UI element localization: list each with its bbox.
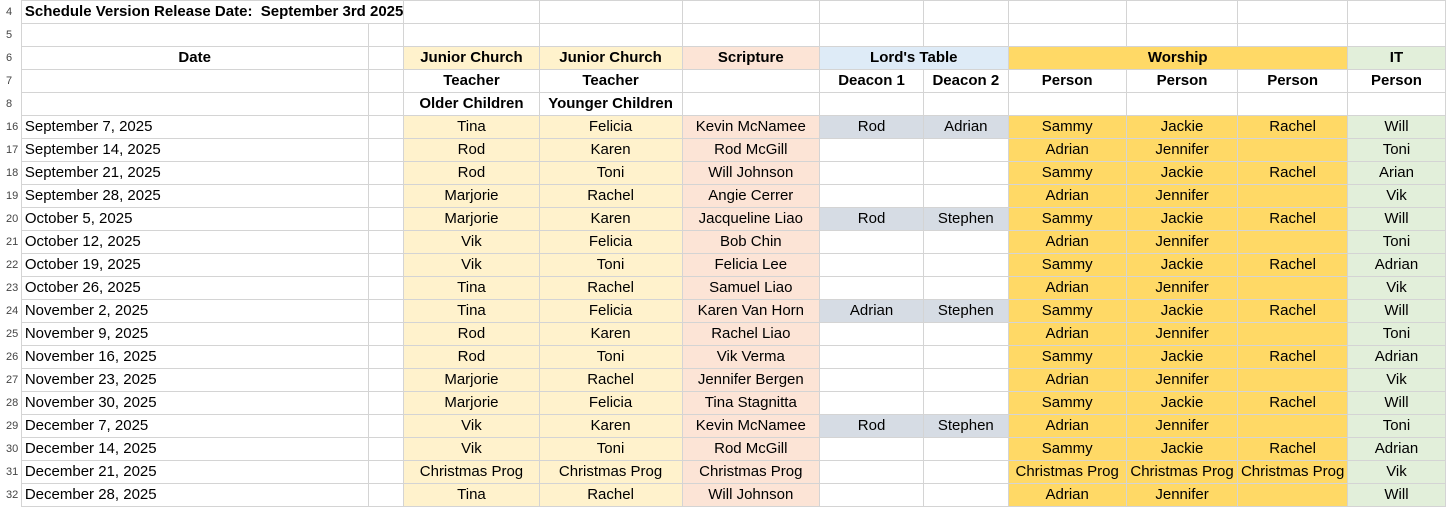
header-row-7 [0, 70, 1446, 93]
worship-person-1-cell[interactable]: Adrian [1008, 277, 1126, 300]
header-junior-church-younger[interactable]: Junior Church [539, 47, 682, 70]
worship-person-3-cell[interactable] [1238, 484, 1348, 507]
jc-older-teacher-cell[interactable]: Marjorie [404, 369, 539, 392]
header-cell[interactable] [21, 70, 368, 93]
spacer-cell[interactable] [368, 116, 404, 139]
deacon-2-cell[interactable] [924, 438, 1008, 461]
deacon-2-cell[interactable] [924, 185, 1008, 208]
date-cell[interactable]: November 16, 2025 [21, 346, 368, 369]
worship-person-1-cell[interactable]: Sammy [1008, 346, 1126, 369]
header-worship-person-1[interactable]: Person [1008, 70, 1126, 93]
deacon-1-cell[interactable] [820, 277, 924, 300]
jc-older-teacher-cell[interactable]: Rod [404, 162, 539, 185]
spacer-cell[interactable] [368, 139, 404, 162]
worship-person-2-cell[interactable]: Jennifer [1126, 369, 1238, 392]
schedule-row [0, 208, 1446, 231]
jc-younger-teacher-cell[interactable]: Rachel [539, 369, 682, 392]
it-person-cell[interactable]: Will [1347, 392, 1445, 415]
jc-younger-teacher-cell[interactable]: Felicia [539, 116, 682, 139]
deacon-2-cell[interactable] [924, 139, 1008, 162]
deacon-1-cell[interactable] [820, 139, 924, 162]
header-teacher-older[interactable]: Teacher [404, 70, 539, 93]
header-lords-table[interactable]: Lord's Table [820, 47, 1009, 70]
it-person-cell[interactable]: Toni [1347, 231, 1445, 254]
scripture-cell[interactable]: Christmas Prog [682, 461, 819, 484]
deacon-1-cell[interactable] [820, 346, 924, 369]
deacon-1-cell[interactable]: Rod [820, 208, 924, 231]
header-cell[interactable] [924, 93, 1008, 116]
date-cell[interactable]: September 7, 2025 [21, 116, 368, 139]
schedule-row [0, 415, 1446, 438]
deacon-2-cell[interactable]: Stephen [924, 415, 1008, 438]
header-scripture[interactable]: Scripture [682, 47, 819, 70]
date-cell[interactable]: November 30, 2025 [21, 392, 368, 415]
scripture-cell[interactable]: Kevin McNamee [682, 116, 819, 139]
worship-person-2-cell[interactable]: Jennifer [1126, 484, 1238, 507]
spacer-cell[interactable] [368, 415, 404, 438]
schedule-row [0, 254, 1446, 277]
deacon-2-cell[interactable] [924, 461, 1008, 484]
scripture-cell[interactable]: Rod McGill [682, 139, 819, 162]
date-cell[interactable]: October 12, 2025 [21, 231, 368, 254]
spacer-cell[interactable] [368, 185, 404, 208]
date-cell[interactable]: December 21, 2025 [21, 461, 368, 484]
jc-younger-teacher-cell[interactable]: Rachel [539, 277, 682, 300]
jc-younger-teacher-cell[interactable]: Christmas Prog [539, 461, 682, 484]
jc-older-teacher-cell[interactable]: Rod [404, 346, 539, 369]
release-label-text: Schedule Version Release Date: [24, 3, 253, 20]
worship-person-2-cell[interactable]: Jennifer [1126, 415, 1238, 438]
spacer-cell[interactable] [368, 254, 404, 277]
row-number: 22 [0, 254, 21, 277]
worship-person-2-cell[interactable]: Jennifer [1126, 185, 1238, 208]
cell[interactable] [820, 1, 924, 24]
it-person-cell[interactable]: Arian [1347, 162, 1445, 185]
jc-older-teacher-cell[interactable]: Tina [404, 484, 539, 507]
date-cell[interactable]: September 28, 2025 [21, 185, 368, 208]
jc-younger-teacher-cell[interactable]: Toni [539, 346, 682, 369]
worship-person-1-cell[interactable]: Adrian [1008, 139, 1126, 162]
row-number: 31 [0, 461, 21, 484]
jc-younger-teacher-cell[interactable]: Felicia [539, 231, 682, 254]
row-number: 26 [0, 346, 21, 369]
jc-younger-teacher-cell[interactable]: Karen [539, 208, 682, 231]
jc-older-teacher-cell[interactable]: Rod [404, 139, 539, 162]
row-number: 18 [0, 162, 21, 185]
jc-older-teacher-cell[interactable]: Vik [404, 415, 539, 438]
worship-person-1-cell[interactable]: Sammy [1008, 254, 1126, 277]
jc-older-teacher-cell[interactable]: Vik [404, 438, 539, 461]
jc-younger-teacher-cell[interactable]: Rachel [539, 185, 682, 208]
header-spacer[interactable] [368, 47, 404, 70]
deacon-1-cell[interactable] [820, 392, 924, 415]
deacon-1-cell[interactable]: Rod [820, 116, 924, 139]
worship-person-2-cell[interactable]: Jackie [1126, 392, 1238, 415]
schedule-row [0, 185, 1446, 208]
header-cell[interactable] [21, 93, 368, 116]
schedule-row [0, 346, 1446, 369]
jc-younger-teacher-cell[interactable]: Karen [539, 323, 682, 346]
jc-older-teacher-cell[interactable]: Christmas Prog [404, 461, 539, 484]
schedule-row [0, 461, 1446, 484]
cell[interactable] [21, 24, 368, 47]
jc-older-teacher-cell[interactable]: Rod [404, 323, 539, 346]
scripture-cell[interactable]: Rachel Liao [682, 323, 819, 346]
row-number: 27 [0, 369, 21, 392]
cell[interactable] [368, 24, 404, 47]
deacon-1-cell[interactable] [820, 254, 924, 277]
header-worship-person-3[interactable]: Person [1238, 70, 1348, 93]
header-cell[interactable] [682, 70, 819, 93]
worship-person-1-cell[interactable]: Sammy [1008, 438, 1126, 461]
worship-person-2-cell[interactable]: Jackie [1126, 300, 1238, 323]
row-number: 20 [0, 208, 21, 231]
header-cell[interactable] [1126, 93, 1238, 116]
worship-person-2-cell[interactable]: Jackie [1126, 116, 1238, 139]
row-number: 25 [0, 323, 21, 346]
scripture-cell[interactable]: Felicia Lee [682, 254, 819, 277]
jc-older-teacher-cell[interactable]: Tina [404, 277, 539, 300]
date-cell[interactable]: September 14, 2025 [21, 139, 368, 162]
deacon-1-cell[interactable] [820, 461, 924, 484]
spacer-cell[interactable] [368, 346, 404, 369]
schedule-rows [0, 116, 1446, 507]
it-person-cell[interactable]: Will [1347, 484, 1445, 507]
title-row [0, 1, 1446, 24]
it-person-cell[interactable]: Will [1347, 116, 1445, 139]
header-row-6 [0, 47, 1446, 70]
row-number: 17 [0, 139, 21, 162]
worship-person-1-cell[interactable]: Sammy [1008, 162, 1126, 185]
spacer-cell[interactable] [368, 484, 404, 507]
deacon-1-cell[interactable]: Adrian [820, 300, 924, 323]
date-cell[interactable]: November 2, 2025 [21, 300, 368, 323]
header-teacher-younger[interactable]: Teacher [539, 70, 682, 93]
schedule-row [0, 116, 1446, 139]
worship-person-1-cell[interactable]: Sammy [1008, 392, 1126, 415]
deacon-1-cell[interactable]: Rod [820, 415, 924, 438]
header-cell[interactable] [1238, 93, 1348, 116]
schedule-row [0, 392, 1446, 415]
it-person-cell[interactable]: Toni [1347, 323, 1445, 346]
cell[interactable] [1008, 24, 1126, 47]
deacon-1-cell[interactable] [820, 369, 924, 392]
scripture-cell[interactable]: Tina Stagnitta [682, 392, 819, 415]
worship-person-2-cell[interactable]: Jackie [1126, 208, 1238, 231]
worship-person-2-cell[interactable]: Jennifer [1126, 323, 1238, 346]
header-worship[interactable]: Worship [1008, 47, 1347, 70]
date-cell[interactable]: October 5, 2025 [21, 208, 368, 231]
row-number: 28 [0, 392, 21, 415]
cell[interactable] [924, 24, 1008, 47]
row-number: 29 [0, 415, 21, 438]
it-person-cell[interactable]: Toni [1347, 415, 1445, 438]
jc-younger-teacher-cell[interactable]: Felicia [539, 300, 682, 323]
worship-person-1-cell[interactable]: Adrian [1008, 484, 1126, 507]
header-cell[interactable] [820, 93, 924, 116]
jc-younger-teacher-cell[interactable]: Toni [539, 438, 682, 461]
scripture-cell[interactable]: Rod McGill [682, 438, 819, 461]
deacon-2-cell[interactable] [924, 346, 1008, 369]
header-older-children[interactable]: Older Children [404, 93, 539, 116]
worship-person-2-cell[interactable]: Jackie [1126, 346, 1238, 369]
cell[interactable] [1126, 1, 1238, 24]
date-cell[interactable]: December 14, 2025 [21, 438, 368, 461]
worship-person-1-cell[interactable]: Christmas Prog [1008, 461, 1126, 484]
row-number: 6 [0, 47, 21, 70]
scripture-cell[interactable]: Karen Van Horn [682, 300, 819, 323]
worship-person-2-cell[interactable]: Jennifer [1126, 139, 1238, 162]
it-person-cell[interactable]: Vik [1347, 461, 1445, 484]
date-cell[interactable]: November 9, 2025 [21, 323, 368, 346]
worship-person-3-cell[interactable]: Rachel [1238, 116, 1348, 139]
date-cell[interactable]: October 19, 2025 [21, 254, 368, 277]
scripture-cell[interactable]: Kevin McNamee [682, 415, 819, 438]
worship-person-3-cell[interactable]: Rachel [1238, 346, 1348, 369]
cell[interactable] [1347, 1, 1445, 24]
header-cell[interactable] [682, 93, 819, 116]
deacon-2-cell[interactable] [924, 277, 1008, 300]
it-person-cell[interactable]: Adrian [1347, 438, 1445, 461]
cell[interactable] [539, 24, 682, 47]
deacon-2-cell[interactable]: Adrian [924, 116, 1008, 139]
worship-person-1-cell[interactable]: Adrian [1008, 231, 1126, 254]
scripture-cell[interactable]: Bob Chin [682, 231, 819, 254]
schedule-row [0, 369, 1446, 392]
it-person-cell[interactable]: Vik [1347, 185, 1445, 208]
header-deacon-1[interactable]: Deacon 1 [820, 70, 924, 93]
scripture-cell[interactable]: Jennifer Bergen [682, 369, 819, 392]
spacer-cell[interactable] [368, 208, 404, 231]
worship-person-3-cell[interactable]: Rachel [1238, 300, 1348, 323]
schedule-row [0, 438, 1446, 461]
spacer-cell[interactable] [368, 231, 404, 254]
worship-person-3-cell[interactable] [1238, 139, 1348, 162]
deacon-2-cell[interactable]: Stephen [924, 208, 1008, 231]
release-date-value: September 3rd 2025 [260, 3, 404, 20]
jc-younger-teacher-cell[interactable]: Felicia [539, 392, 682, 415]
spacer-cell[interactable] [368, 162, 404, 185]
deacon-2-cell[interactable] [924, 392, 1008, 415]
schedule-row [0, 162, 1446, 185]
row-number: 24 [0, 300, 21, 323]
deacon-1-cell[interactable] [820, 438, 924, 461]
schedule-row [0, 139, 1446, 162]
spacer-cell[interactable] [368, 438, 404, 461]
header-spacer[interactable] [368, 93, 404, 116]
spacer-cell[interactable] [368, 300, 404, 323]
it-person-cell[interactable]: Will [1347, 300, 1445, 323]
date-cell[interactable]: September 21, 2025 [21, 162, 368, 185]
worship-person-3-cell[interactable] [1238, 415, 1348, 438]
header-spacer[interactable] [368, 70, 404, 93]
worship-person-3-cell[interactable]: Rachel [1238, 162, 1348, 185]
cell[interactable] [682, 24, 819, 47]
deacon-1-cell[interactable] [820, 323, 924, 346]
deacon-2-cell[interactable] [924, 369, 1008, 392]
row-number: 4 [0, 1, 21, 24]
header-it[interactable]: IT [1347, 47, 1445, 70]
row-number: 7 [0, 70, 21, 93]
schedule-row [0, 484, 1446, 507]
cell[interactable] [539, 1, 682, 24]
header-worship-person-2[interactable]: Person [1126, 70, 1238, 93]
blank-row [0, 24, 1446, 47]
worship-person-1-cell[interactable]: Sammy [1008, 208, 1126, 231]
cell[interactable] [820, 24, 924, 47]
deacon-1-cell[interactable] [820, 162, 924, 185]
cell[interactable] [1008, 1, 1126, 24]
schedule-row [0, 277, 1446, 300]
worship-person-3-cell[interactable] [1238, 231, 1348, 254]
row-number: 32 [0, 484, 21, 507]
worship-person-3-cell[interactable] [1238, 369, 1348, 392]
deacon-2-cell[interactable] [924, 323, 1008, 346]
deacon-2-cell[interactable] [924, 231, 1008, 254]
header-deacon-2[interactable]: Deacon 2 [924, 70, 1008, 93]
row-number: 19 [0, 185, 21, 208]
scripture-cell[interactable]: Will Johnson [682, 162, 819, 185]
worship-person-1-cell[interactable]: Sammy [1008, 116, 1126, 139]
worship-person-3-cell[interactable]: Rachel [1238, 254, 1348, 277]
header-it-person[interactable]: Person [1347, 70, 1445, 93]
worship-person-1-cell[interactable]: Adrian [1008, 415, 1126, 438]
jc-older-teacher-cell[interactable]: Marjorie [404, 185, 539, 208]
deacon-1-cell[interactable] [820, 185, 924, 208]
it-person-cell[interactable]: Adrian [1347, 346, 1445, 369]
jc-older-teacher-cell[interactable]: Vik [404, 231, 539, 254]
header-cell[interactable] [1347, 93, 1445, 116]
date-cell[interactable]: November 23, 2025 [21, 369, 368, 392]
row-number: 5 [0, 24, 21, 47]
date-cell[interactable]: October 26, 2025 [21, 277, 368, 300]
jc-younger-teacher-cell[interactable]: Toni [539, 254, 682, 277]
header-date[interactable]: Date [21, 47, 368, 70]
cell[interactable] [682, 1, 819, 24]
spacer-cell[interactable] [368, 277, 404, 300]
schedule-row [0, 323, 1446, 346]
worship-person-1-cell[interactable]: Adrian [1008, 185, 1126, 208]
scripture-cell[interactable]: Angie Cerrer [682, 185, 819, 208]
cell[interactable] [1238, 1, 1348, 24]
it-person-cell[interactable]: Vik [1347, 277, 1445, 300]
row-number: 16 [0, 116, 21, 139]
worship-person-2-cell[interactable]: Jackie [1126, 254, 1238, 277]
cell[interactable] [404, 1, 539, 24]
it-person-cell[interactable]: Will [1347, 208, 1445, 231]
spacer-cell[interactable] [368, 323, 404, 346]
jc-older-teacher-cell[interactable]: Vik [404, 254, 539, 277]
schedule-row [0, 300, 1446, 323]
row-number: 30 [0, 438, 21, 461]
spacer-cell[interactable] [368, 461, 404, 484]
jc-older-teacher-cell[interactable]: Marjorie [404, 392, 539, 415]
worship-person-3-cell[interactable] [1238, 277, 1348, 300]
jc-younger-teacher-cell[interactable]: Karen [539, 139, 682, 162]
deacon-2-cell[interactable]: Stephen [924, 300, 1008, 323]
worship-person-2-cell[interactable]: Jennifer [1126, 231, 1238, 254]
cell[interactable] [1238, 24, 1348, 47]
deacon-2-cell[interactable] [924, 162, 1008, 185]
worship-person-1-cell[interactable]: Adrian [1008, 323, 1126, 346]
deacon-2-cell[interactable] [924, 254, 1008, 277]
scripture-cell[interactable]: Vik Verma [682, 346, 819, 369]
header-younger-children[interactable]: Younger Children [539, 93, 682, 116]
jc-younger-teacher-cell[interactable]: Toni [539, 162, 682, 185]
scripture-cell[interactable]: Samuel Liao [682, 277, 819, 300]
worship-person-2-cell[interactable]: Jennifer [1126, 277, 1238, 300]
date-cell[interactable]: December 28, 2025 [21, 484, 368, 507]
worship-person-2-cell[interactable]: Jackie [1126, 438, 1238, 461]
deacon-2-cell[interactable] [924, 484, 1008, 507]
scripture-cell[interactable]: Jacqueline Liao [682, 208, 819, 231]
header-row-8 [0, 93, 1446, 116]
it-person-cell[interactable]: Vik [1347, 369, 1445, 392]
jc-older-teacher-cell[interactable]: Marjorie [404, 208, 539, 231]
deacon-1-cell[interactable] [820, 484, 924, 507]
cell[interactable] [404, 24, 539, 47]
cell[interactable] [924, 1, 1008, 24]
jc-older-teacher-cell[interactable]: Tina [404, 116, 539, 139]
jc-younger-teacher-cell[interactable]: Karen [539, 415, 682, 438]
worship-person-1-cell[interactable]: Adrian [1008, 369, 1126, 392]
scripture-cell[interactable]: Will Johnson [682, 484, 819, 507]
jc-younger-teacher-cell[interactable]: Rachel [539, 484, 682, 507]
cell[interactable] [1126, 24, 1238, 47]
date-cell[interactable]: December 7, 2025 [21, 415, 368, 438]
row-number: 23 [0, 277, 21, 300]
it-person-cell[interactable]: Toni [1347, 139, 1445, 162]
spacer-cell[interactable] [368, 369, 404, 392]
worship-person-3-cell[interactable]: Rachel [1238, 208, 1348, 231]
schedule-row [0, 231, 1446, 254]
spacer-cell[interactable] [368, 392, 404, 415]
jc-older-teacher-cell[interactable]: Tina [404, 300, 539, 323]
worship-person-3-cell[interactable]: Rachel [1238, 392, 1348, 415]
cell[interactable] [1347, 24, 1445, 47]
header-junior-church-older[interactable]: Junior Church [404, 47, 539, 70]
header-cell[interactable] [1008, 93, 1126, 116]
worship-person-3-cell[interactable]: Rachel [1238, 438, 1348, 461]
worship-person-3-cell[interactable]: Christmas Prog [1238, 461, 1348, 484]
worship-person-2-cell[interactable]: Christmas Prog [1126, 461, 1238, 484]
row-number: 21 [0, 231, 21, 254]
worship-person-3-cell[interactable] [1238, 323, 1348, 346]
deacon-1-cell[interactable] [820, 231, 924, 254]
row-number: 8 [0, 93, 21, 116]
worship-person-2-cell[interactable]: Jackie [1126, 162, 1238, 185]
worship-person-3-cell[interactable] [1238, 185, 1348, 208]
it-person-cell[interactable]: Adrian [1347, 254, 1445, 277]
release-date-label[interactable] [21, 1, 404, 24]
worship-person-1-cell[interactable]: Sammy [1008, 300, 1126, 323]
